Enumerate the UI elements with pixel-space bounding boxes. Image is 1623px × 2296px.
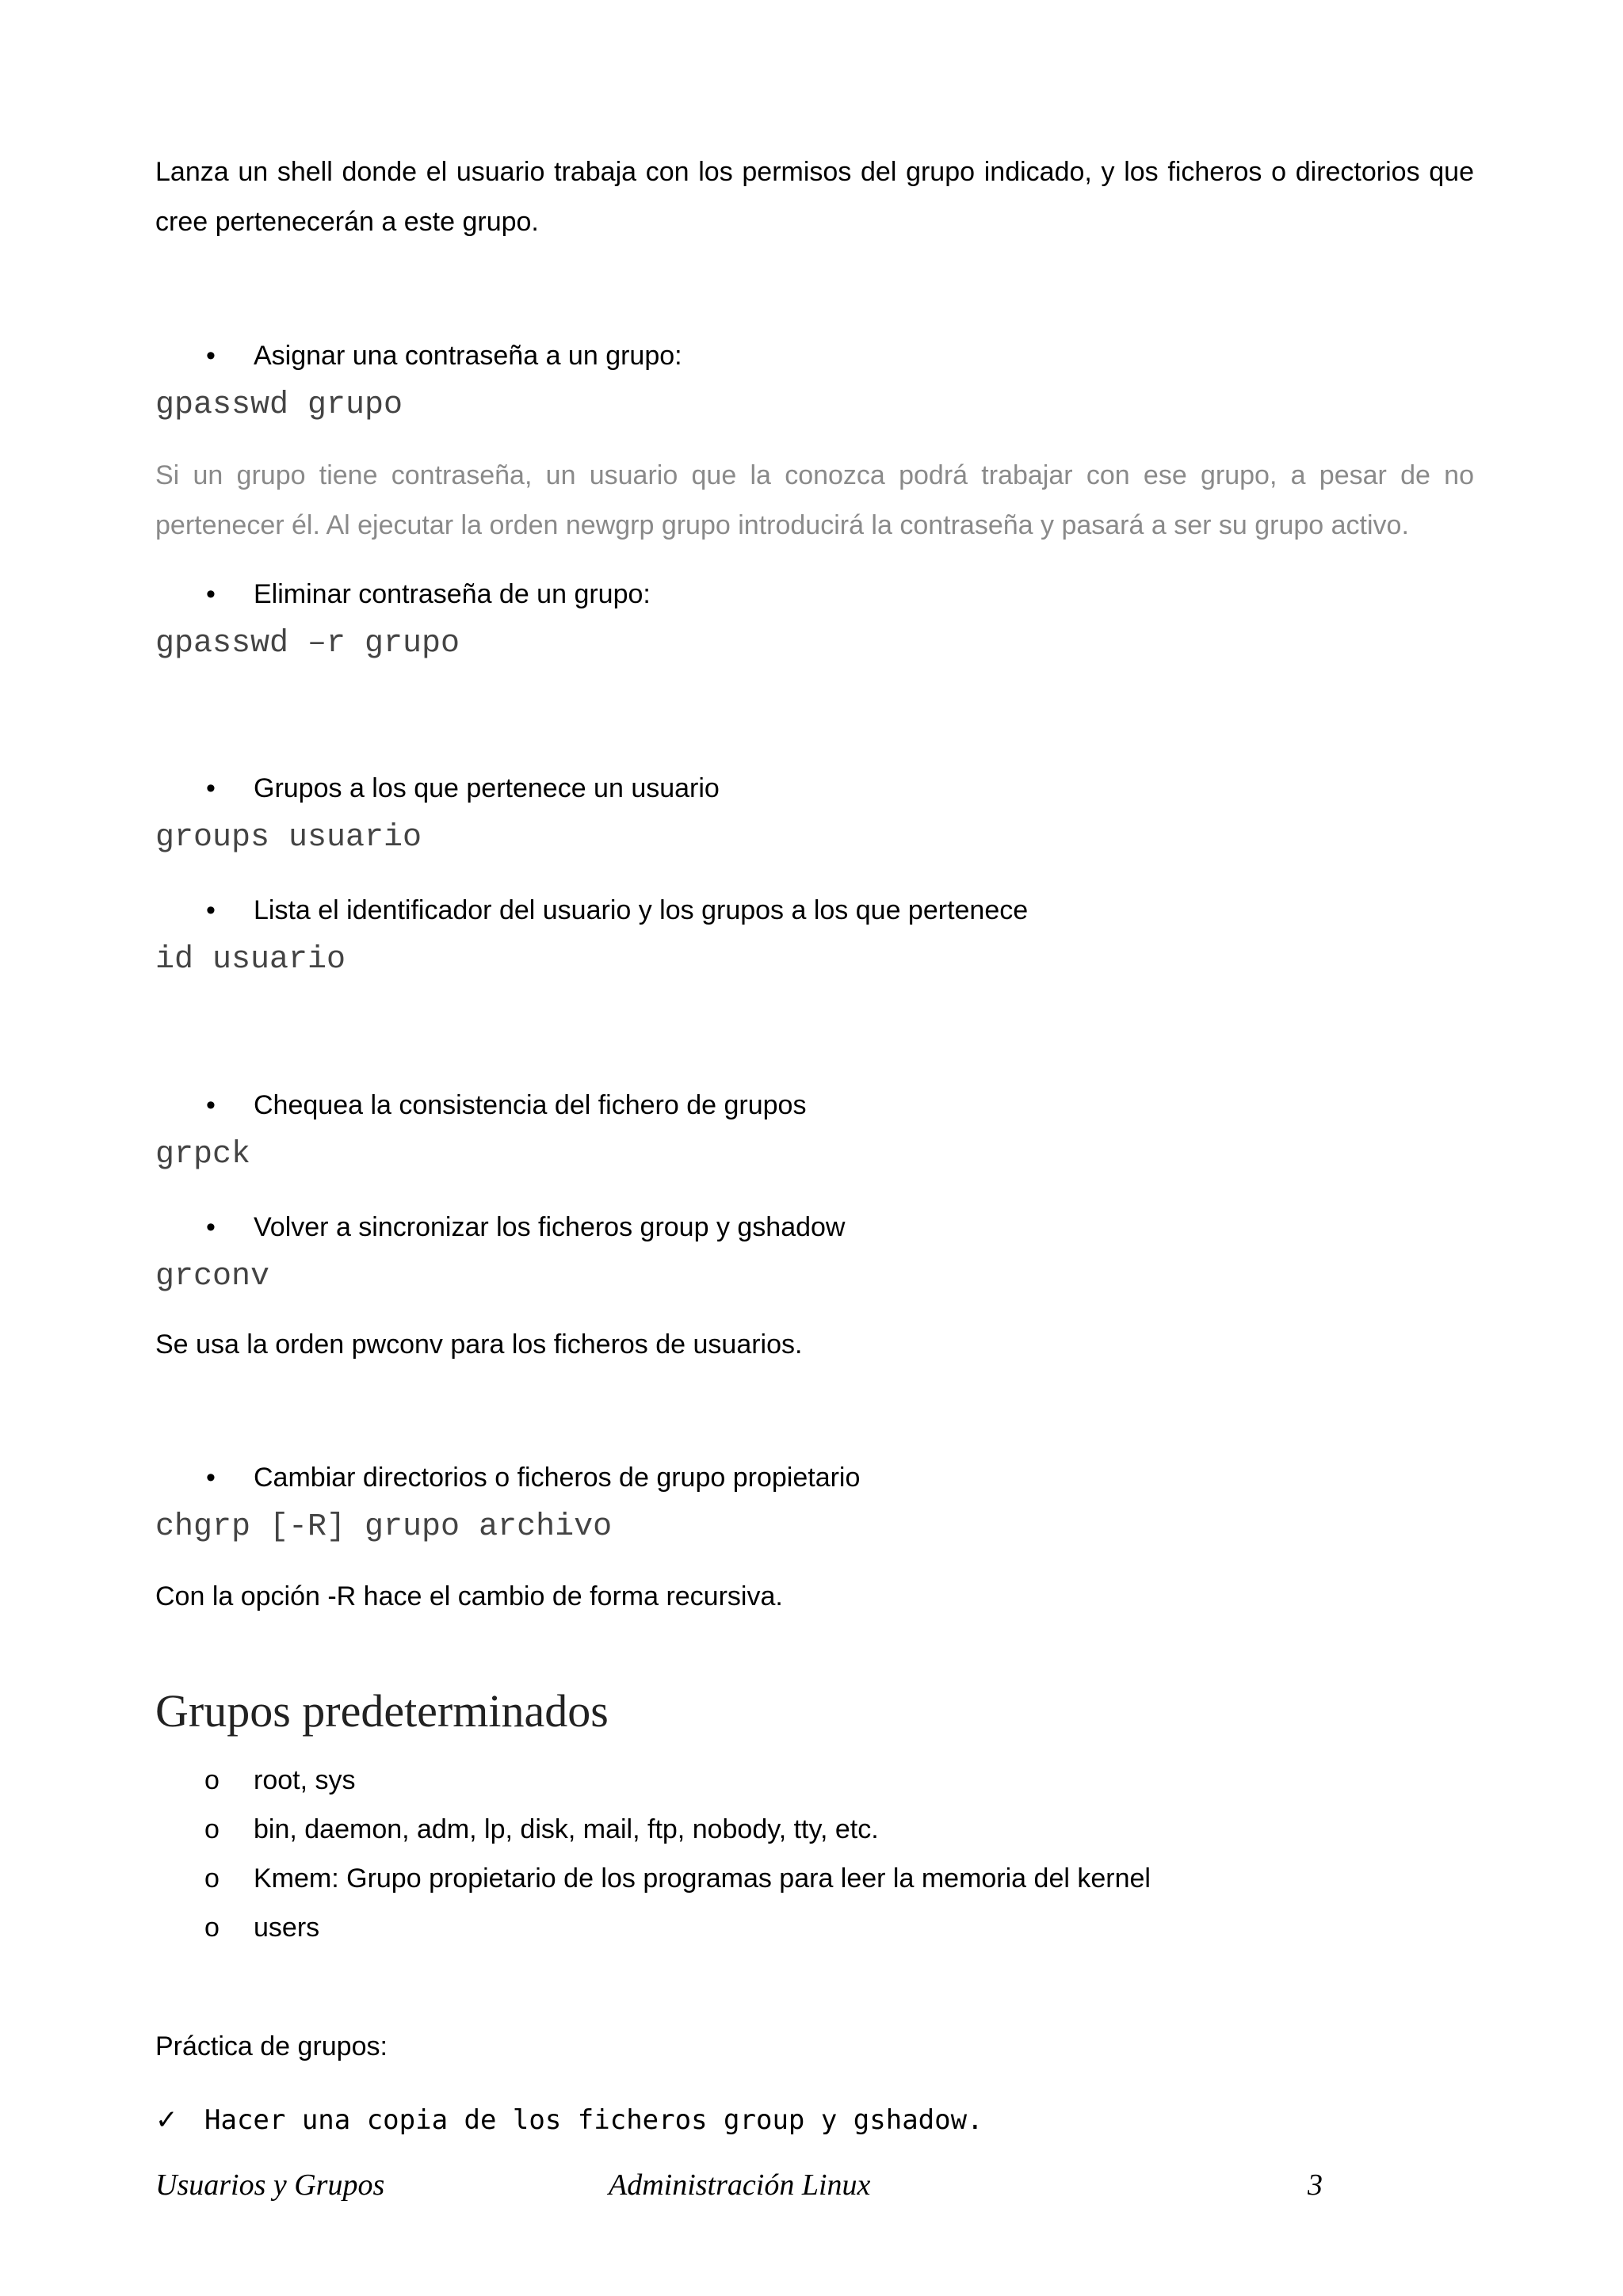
command-groups: groups usuario (155, 820, 422, 856)
list-item-asignar (155, 331, 1474, 381)
command-id: id usuario (155, 942, 346, 978)
list-item-label: Eliminar contraseña de un grupo: (254, 579, 651, 609)
practice-label: Práctica de grupos: (155, 2031, 388, 2061)
note-paragraph: Si un grupo tiene contraseña, un usuario que la conozca podrá trabajar con ese grupo, a pesar de no pertenecer él. Al ejecutar la orden newgrp grupo introducirá la contraseña y pasará a ser su grupo activo. (155, 460, 1474, 540)
command-gpasswd: gpasswd grupo (155, 387, 403, 423)
circle-bullet-icon: o (204, 1814, 220, 1844)
sub-list-item-label: bin, daemon, adm, lp, disk, mail, ftp, nobody, tty, etc. (254, 1814, 879, 1844)
list-item-chequea (155, 1081, 1474, 1131)
sub-list-item (155, 1756, 1474, 1805)
intro-paragraph: Lanza un shell donde el usuario trabaja con los permisos del grupo indicado, y los ficheros o directorios que cree pertenecerán a este grupo. (155, 157, 1474, 237)
list-item-label: Asignar una contraseña a un grupo: (254, 341, 682, 371)
footer-left: Usuarios y Grupos (155, 2168, 385, 2202)
list-item-grupos (155, 764, 1474, 814)
bullet-icon: • (206, 895, 216, 925)
bullet-icon: • (206, 1090, 216, 1120)
circle-bullet-icon: o (204, 1913, 220, 1943)
bullet-icon: • (206, 1463, 216, 1493)
footer-center: Administración Linux (609, 2168, 871, 2202)
command-chgrp: chgrp [-R] grupo archivo (155, 1509, 613, 1545)
list-item-lista (155, 886, 1474, 936)
page-number: 3 (1308, 2168, 1323, 2202)
command-grconv: grconv (155, 1259, 270, 1295)
sub-list-item-label: Kmem: Grupo propietario de los programas para leer la memoria del kernel (254, 1863, 1151, 1894)
list-item-label: Chequea la consistencia del fichero de grupos (254, 1090, 807, 1120)
section-heading: Grupos predeterminados (155, 1685, 609, 1737)
list-item-cambiar (155, 1453, 1474, 1503)
command-gpasswd-r: gpasswd –r grupo (155, 626, 460, 662)
list-item-label: Volver a sincronizar los ficheros group y gshadow (254, 1212, 846, 1242)
sub-list-item (155, 1903, 1474, 1952)
circle-bullet-icon: o (204, 1765, 220, 1795)
bullet-icon: • (206, 579, 216, 609)
list-item-label: Lista el identificador del usuario y los grupos a los que pertenece (254, 895, 1029, 925)
practice-task (155, 2096, 983, 2144)
bullet-icon: • (206, 773, 216, 803)
checkmark-icon: ✓ (155, 2104, 178, 2136)
pwconv-note: Se usa la orden pwconv para los ficheros de usuarios. (155, 1329, 803, 1360)
list-item-eliminar (155, 570, 1474, 620)
list-item-label: Grupos a los que pertenece un usuario (254, 773, 720, 803)
list-item-volver (155, 1203, 1474, 1253)
practice-task-text: Hacer una copia de los ficheros group y gshadow. (204, 2104, 983, 2136)
sub-list-item-label: users (254, 1913, 320, 1943)
command-grpck: grpck (155, 1137, 251, 1173)
sub-list-item (155, 1854, 1474, 1903)
circle-bullet-icon: o (204, 1863, 220, 1894)
sub-list-item (155, 1805, 1474, 1854)
recursive-note: Con la opción -R hace el cambio de forma recursiva. (155, 1581, 783, 1611)
bullet-icon: • (206, 1212, 216, 1242)
sub-list-item-label: root, sys (254, 1765, 356, 1795)
bullet-icon: • (206, 341, 216, 371)
list-item-label: Cambiar directorios o ficheros de grupo propietario (254, 1463, 861, 1493)
